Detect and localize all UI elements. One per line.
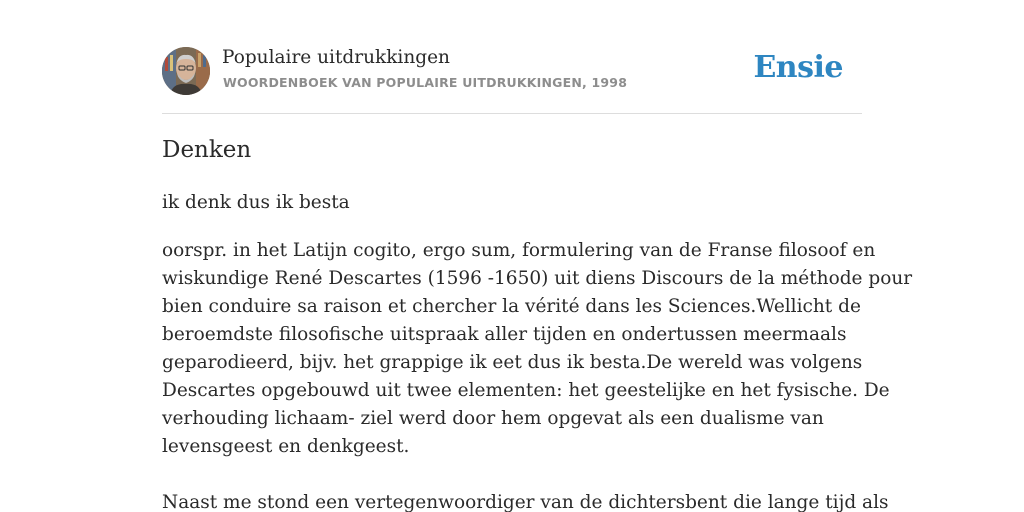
source-meta: WOORDENBOEK VAN POPULAIRE UITDRUKKINGEN, 1998 — [223, 75, 628, 90]
entry-title: Denken — [162, 137, 252, 163]
brand-logo[interactable]: Ensie — [753, 50, 843, 85]
entry-phrase: ik denk dus ik besta — [162, 192, 350, 213]
body-line: Naast me stond een vertegenwoordiger van de dichtersbent die lange tijd als — [162, 492, 889, 512]
source-header — [162, 46, 862, 96]
body-line: Descartes opgebouwd uit twee elementen: het geestelijke en het fysische. De — [162, 380, 890, 401]
body-line: wiskundige René Descartes (1596 -1650) uit diens Discours de la méthode pour — [162, 268, 913, 289]
body-line: beroemdste filosofische uitspraak aller tijden en ondertussen meermaals — [162, 324, 847, 345]
author-portrait-icon — [162, 47, 210, 95]
body-line: geparodieerd, bijv. het grappige ik eet dus ik besta.De wereld was volgens — [162, 352, 863, 373]
body-line: bien conduire sa raison et chercher la vérité dans les Sciences.Wellicht de — [162, 296, 861, 317]
body-line: verhouding lichaam- ziel werd door hem opgevat als een dualisme van — [162, 408, 824, 429]
header-divider — [162, 113, 862, 114]
paragraph-gap — [162, 461, 862, 489]
page — [162, 0, 913, 512]
source-name[interactable]: Populaire uitdrukkingen — [222, 47, 450, 68]
entry-body — [162, 237, 913, 512]
avatar[interactable] — [162, 47, 210, 95]
body-line: oorspr. in het Latijn cogito, ergo sum, formulering van de Franse filosoof en — [162, 240, 876, 261]
body-line: levensgeest en denkgeest. — [162, 436, 410, 457]
